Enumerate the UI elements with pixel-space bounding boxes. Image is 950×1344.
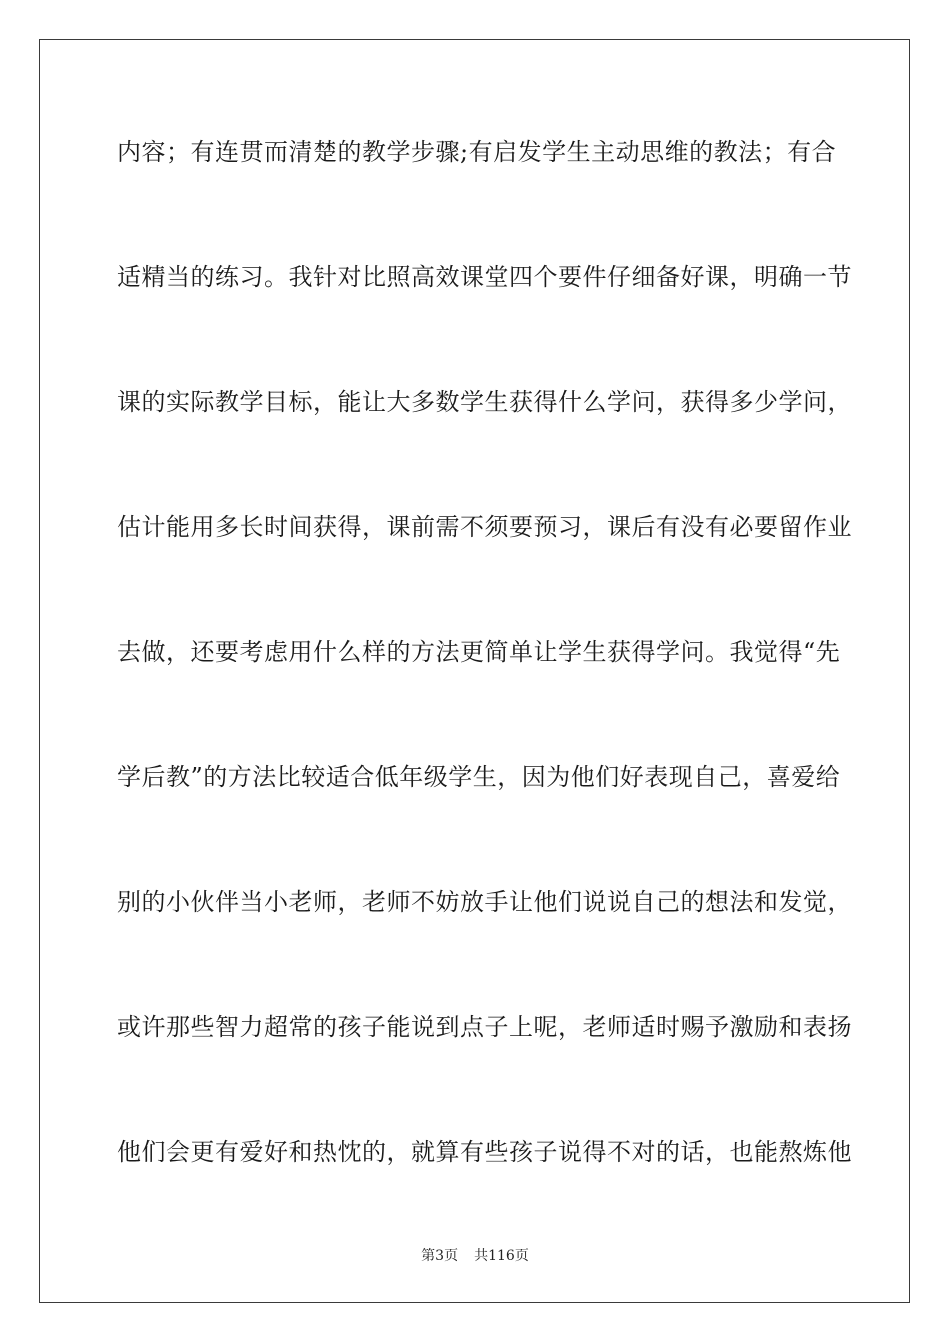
body-line-7: 别的小伙伴当小老师，老师不妨放手让他们说说自己的想法和发觉， — [117, 888, 852, 916]
page-footer — [0, 1246, 950, 1266]
page-number: 第3页 — [421, 1248, 459, 1264]
body-line-4: 估计能用多长时间获得，课前需不须要预习，课后有没有必要留作业 — [117, 513, 852, 541]
page-total: 共116页 — [474, 1248, 529, 1264]
body-line-5: 去做，还要考虑用什么样的方法更简单让学生获得学问。我觉得“先 — [117, 638, 841, 666]
body-line-8: 或许那些智力超常的孩子能说到点子上呢，老师适时赐予激励和表扬 — [117, 1013, 852, 1041]
body-line-6: 学后教”的方法比较适合低年级学生，因为他们好表现自己，喜爱给 — [117, 763, 841, 791]
document-body — [117, 124, 852, 1249]
body-line-1: 内容；有连贯而清楚的教学步骤;有启发学生主动思维的教法；有合 — [117, 138, 837, 166]
body-line-3: 课的实际教学目标，能让大多数学生获得什么学问，获得多少学问， — [117, 388, 852, 416]
body-line-9: 他们会更有爱好和热忱的，就算有些孩子说得不对的话，也能熬炼他 — [117, 1138, 852, 1166]
body-line-2: 适精当的练习。我针对比照高效课堂四个要件仔细备好课，明确一节 — [117, 263, 852, 291]
